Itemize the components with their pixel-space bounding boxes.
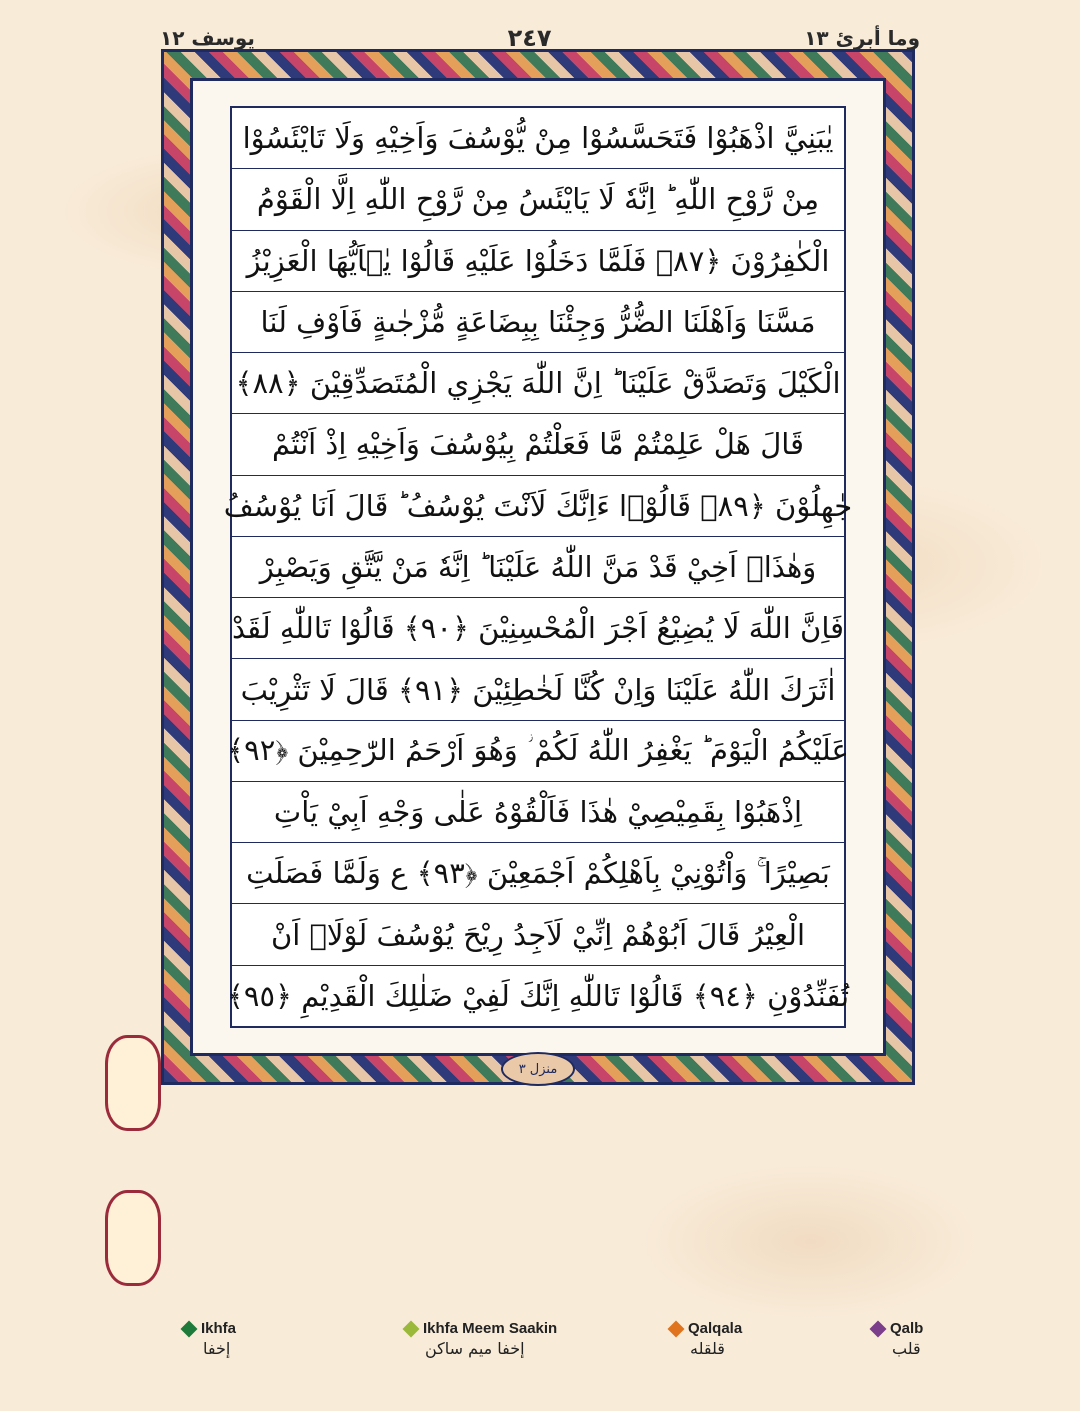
legend-label: Qalb bbox=[890, 1320, 924, 1337]
lime-diamond-icon bbox=[403, 1320, 420, 1337]
verse-line: اِذْهَبُوْا بِقَمِيْصِيْ هٰذَا فَاَلْقُوْهُ عَلٰى وَجْهِ اَبِيْ يَاْتِ bbox=[232, 782, 844, 843]
legend-label-urdu: إخفا میم ساکن bbox=[425, 1339, 525, 1358]
legend-item-ikhfa bbox=[183, 1320, 236, 1358]
verse-line: قَالَ هَلْ عَلِمْتُمْ مَّا فَعَلْتُمْ بِيُوْسُفَ وَاَخِيْهِ اِذْ اَنْتُمْ bbox=[232, 414, 844, 475]
verse-line: مِنْ رَّوْحِ اللّٰهِ ؕ اِنَّهٗ لَا يَايْئَسُ مِنْ رَّوْحِ اللّٰهِ اِلَّا الْقَوْمُ bbox=[232, 169, 844, 230]
surah-name: يوسف ١٢ bbox=[160, 26, 255, 50]
verse-line: اٰثَرَكَ اللّٰهُ عَلَيْنَا وَاِنْ كُنَّا لَخٰطِئِيْنَ ﴿٩١﴾ قَالَ لَا تَثْرِيْبَ bbox=[232, 659, 844, 720]
verse-text-area bbox=[223, 106, 853, 1028]
page-number: ٢٤٧ bbox=[507, 24, 552, 52]
legend-item-ikhfa-meem-saakin bbox=[405, 1320, 557, 1358]
legend-item-qalb bbox=[872, 1320, 923, 1358]
purple-diamond-icon bbox=[870, 1320, 887, 1337]
verse-line: عَلَيْكُمُ الْيَوْمَ ؕ يَغْفِرُ اللّٰهُ لَكُمْ ؗ وَهُوَ اَرْحَمُ الرّٰحِمِيْنَ ﴿٩٢﴾ bbox=[232, 721, 844, 782]
orange-diamond-icon bbox=[668, 1320, 685, 1337]
legend-label-urdu: قلب bbox=[892, 1339, 921, 1358]
verse-line: تُفَنِّدُوْنِ ﴿٩٤﴾ قَالُوْا تَاللّٰهِ اِنَّكَ لَفِيْ ضَلٰلِكَ الْقَدِيْمِ ﴿٩٥﴾ bbox=[226, 978, 850, 1013]
legend-label: Ikhfa Meem Saakin bbox=[423, 1320, 558, 1337]
ornamental-frame bbox=[164, 52, 912, 1082]
legend-label: Ikhfa bbox=[201, 1320, 237, 1337]
ruku-marker-icon bbox=[105, 1035, 161, 1131]
legend-item-qalqala bbox=[670, 1320, 742, 1358]
verse-line: الْكٰفِرُوْنَ ﴿٨٧﴾ فَلَمَّا دَخَلُوْا عَلَيْهِ قَالُوْا يٰۤاَيُّهَا الْعَزِيْزُ bbox=[232, 231, 844, 292]
legend-label: Qalqala bbox=[688, 1320, 743, 1337]
legend-label-urdu: إخفا bbox=[203, 1339, 231, 1358]
verse-line: وَهٰذَاۤ اَخِيْ قَدْ مَنَّ اللّٰهُ عَلَيْنَا ؕ اِنَّهٗ مَنْ يَّتَّقِ وَيَصْبِرْ bbox=[232, 537, 844, 598]
verse-line: الْعِيْرُ قَالَ اَبُوْهُمْ اِنِّيْ لَاَجِدُ رِيْحَ يُوْسُفَ لَوْلَاۤ اَنْ bbox=[232, 904, 844, 965]
verse-line: يٰبَنِيَّ اذْهَبُوْا فَتَحَسَّسُوْا مِنْ يُّوْسُفَ وَاَخِيْهِ وَلَا تَايْئَسُوْا bbox=[232, 108, 844, 169]
tajweed-legend bbox=[0, 1320, 1080, 1410]
verse-line: جٰهِلُوْنَ ﴿٨٩﴾ قَالُوْۤا ءَاِنَّكَ لَاَنْتَ يُوْسُفُ ؕ قَالَ اَنَا يُوْسُفُ bbox=[232, 476, 844, 537]
green-diamond-icon bbox=[181, 1320, 198, 1337]
verse-line: بَصِيْرًا ۚ وَاْتُوْنِيْ بِاَهْلِكُمْ اَجْمَعِيْنَ ﴿٩٣﴾ ع وَلَمَّا فَصَلَتِ bbox=[232, 843, 844, 904]
verse-line: الْكَيْلَ وَتَصَدَّقْ عَلَيْنَا ؕ اِنَّ اللّٰهَ يَجْزِي الْمُتَصَدِّقِيْنَ ﴿٨٨﴾ bbox=[232, 353, 844, 414]
juz-name: وما أبرئ ١٣ bbox=[804, 26, 920, 50]
ruku-marker-icon bbox=[105, 1190, 161, 1286]
verse-line: فَاِنَّ اللّٰهَ لَا يُضِيْعُ اَجْرَ الْمُحْسِنِيْنَ ﴿٩٠﴾ قَالُوْا تَاللّٰهِ لَقَدْ bbox=[232, 598, 844, 659]
verse-line: مَسَّنَا وَاَهْلَنَا الضُّرُّ وَجِئْنَا بِبِضَاعَةٍ مُّزْجٰىةٍ فَاَوْفِ لَنَا bbox=[232, 292, 844, 353]
legend-label-urdu: قلقله bbox=[690, 1339, 725, 1358]
manzil-marker: منزل ٣ bbox=[501, 1052, 575, 1086]
